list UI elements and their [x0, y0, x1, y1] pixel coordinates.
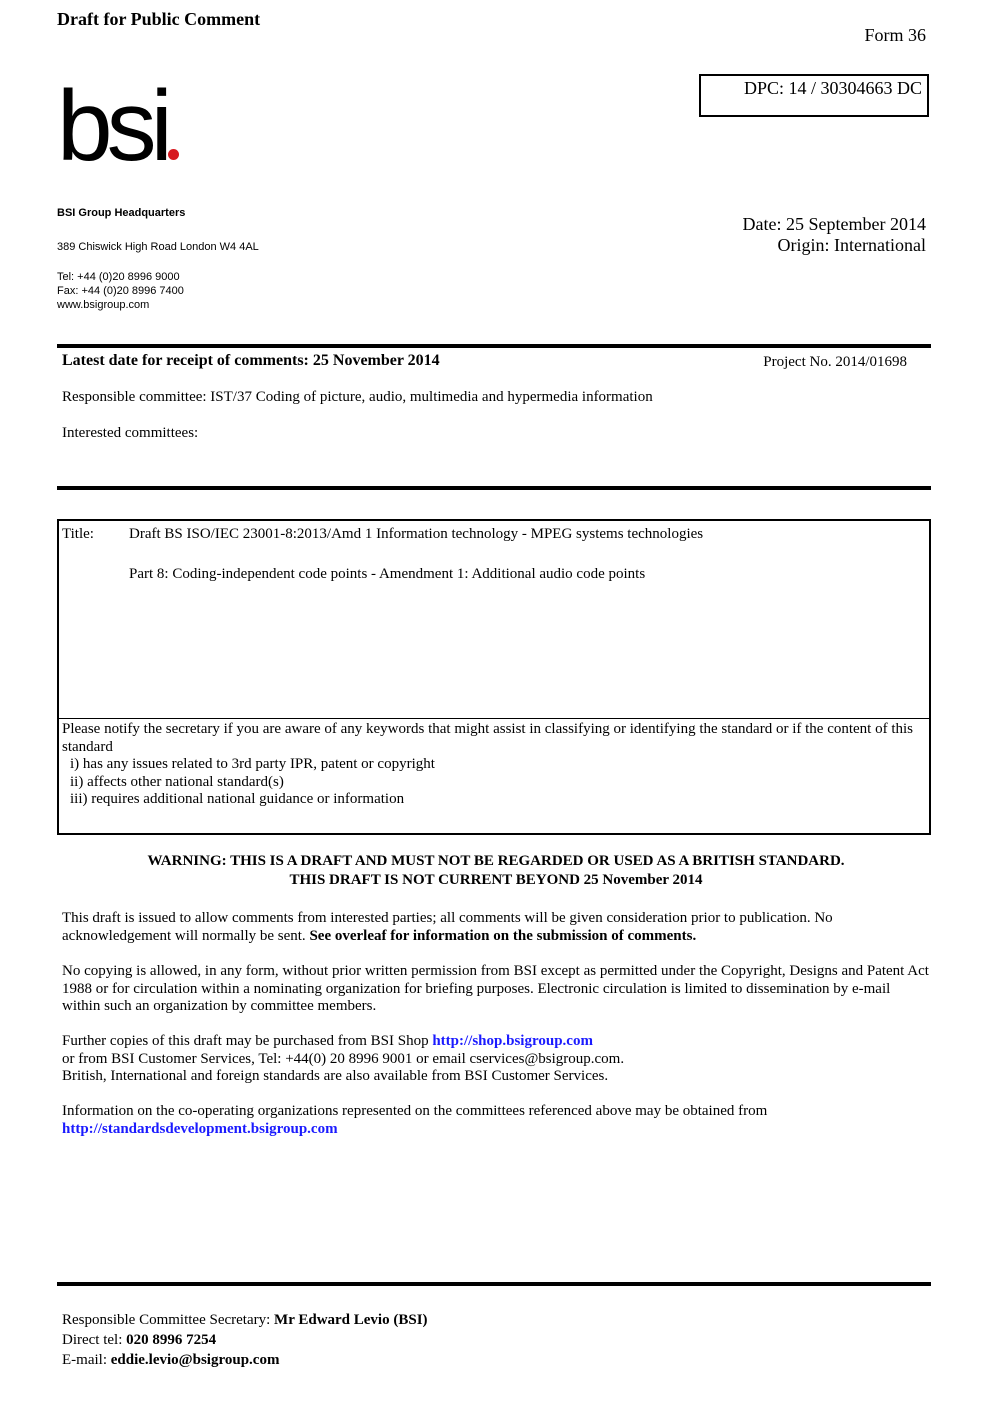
date-origin-block: [743, 214, 926, 256]
standards-availability-text: British, International and foreign standards are also available from BSI Customer Services.: [62, 1068, 609, 1084]
title-box: [57, 519, 931, 835]
secretary-name: Mr Edward Levio (BSI): [274, 1312, 428, 1328]
paragraph-further-copies: [62, 1033, 932, 1086]
secretary-label: Responsible Committee Secretary:: [62, 1312, 275, 1328]
bottom-rule: [57, 1282, 931, 1286]
customer-services-text: or from BSI Customer Services, Tel: +44(0) 20 8996 9001 or email cservices@bsigroup.com.: [62, 1050, 625, 1067]
origin: Origin: International: [777, 235, 926, 255]
hq-contact: [57, 270, 184, 312]
email-value[interactable]: eddie.levio@bsigroup.com: [110, 1352, 280, 1368]
standards-development-link[interactable]: http://standardsdevelopment.bsigroup.com: [62, 1120, 338, 1137]
email-label: E-mail:: [62, 1352, 111, 1368]
direct-tel-value: 020 8996 7254: [126, 1332, 217, 1348]
responsible-committee: Responsible committee: IST/37 Coding of picture, audio, multimedia and hypermedia information: [62, 389, 653, 405]
interested-committees: Interested committees:: [62, 425, 199, 441]
hq-fax: Fax: +44 (0)20 8996 7400: [57, 285, 184, 297]
top-rule: [57, 344, 931, 348]
dpc-reference-box: [699, 74, 929, 117]
comments-info-text: This draft is issued to allow comments from interested parties; all comments will be given consideration prior to publication. No acknowledgement will normally be sent.: [62, 910, 833, 944]
further-copies-text: Further copies of this draft may be purchased from BSI Shop: [62, 1033, 433, 1049]
notify-item: ii) affects other national standard(s): [70, 773, 284, 790]
notify-secretary-section: [62, 721, 922, 809]
bsi-logo: [57, 70, 187, 182]
issue-date: Date: 25 September 2014: [742, 214, 926, 234]
see-overleaf-note: See overleaf for information on the submission of comments.: [309, 927, 697, 944]
draft-header: Draft for Public Comment: [57, 9, 261, 29]
secretary-contact: [62, 1310, 428, 1370]
direct-tel-label: Direct tel:: [62, 1332, 127, 1348]
hq-name: BSI Group Headquarters: [57, 207, 186, 219]
hq-web: www.bsigroup.com: [57, 299, 150, 311]
bsi-logo-dot: [168, 149, 179, 160]
draft-warning: [0, 852, 992, 890]
notify-intro: Please notify the secretary if you are aware of any keywords that might assist in classifying or identifying the standard or if the content of this standard: [62, 721, 914, 755]
latest-comment-date: Latest date for receipt of comments: 25 November 2014: [62, 352, 440, 369]
cooperating-orgs-text: Information on the co-operating organizations represented on the committees referenced above may be obtained from: [62, 1103, 768, 1119]
notify-item: iii) requires additional national guidance or information: [70, 791, 405, 807]
warning-line-2: THIS DRAFT IS NOT CURRENT BEYOND 25 November 2014: [289, 872, 703, 888]
title-box-divider: [59, 718, 929, 719]
title-line-2: Part 8: Coding-independent code points - Amendment 1: Additional audio code points: [129, 566, 646, 582]
bsi-shop-link[interactable]: http://shop.bsigroup.com: [432, 1033, 593, 1049]
hq-address: 389 Chiswick High Road London W4 4AL: [57, 241, 259, 253]
dpc-reference: DPC: 14 / 30304663 DC: [743, 78, 922, 98]
paragraph-copying: No copying is allowed, in any form, without prior written permission from BSI except as permitted under the Copyright, Designs and Patent Act 1988 or for circulation within a nominating organization for briefing purposes. Electronic circulation is limited to dissemination by e-mail within such an organization by committee members.: [62, 963, 929, 1014]
paragraph-cooperating-orgs: [62, 1103, 932, 1138]
hq-tel: Tel: +44 (0)20 8996 9000: [57, 271, 180, 283]
paragraph-comments-info: [62, 910, 932, 945]
bsi-logo-text: bsi: [57, 70, 167, 182]
title-line-1: Draft BS ISO/IEC 23001-8:2013/Amd 1 Information technology - MPEG systems technologies: [129, 526, 704, 542]
middle-rule: [57, 486, 931, 490]
project-number: Project No. 2014/01698: [763, 354, 907, 370]
form-number: Form 36: [864, 25, 926, 45]
warning-line-1: WARNING: THIS IS A DRAFT AND MUST NOT BE REGARDED OR USED AS A BRITISH STANDARD.: [147, 853, 845, 869]
notify-item: i) has any issues related to 3rd party IPR, patent or copyright: [70, 756, 435, 772]
title-label: Title:: [62, 526, 94, 542]
